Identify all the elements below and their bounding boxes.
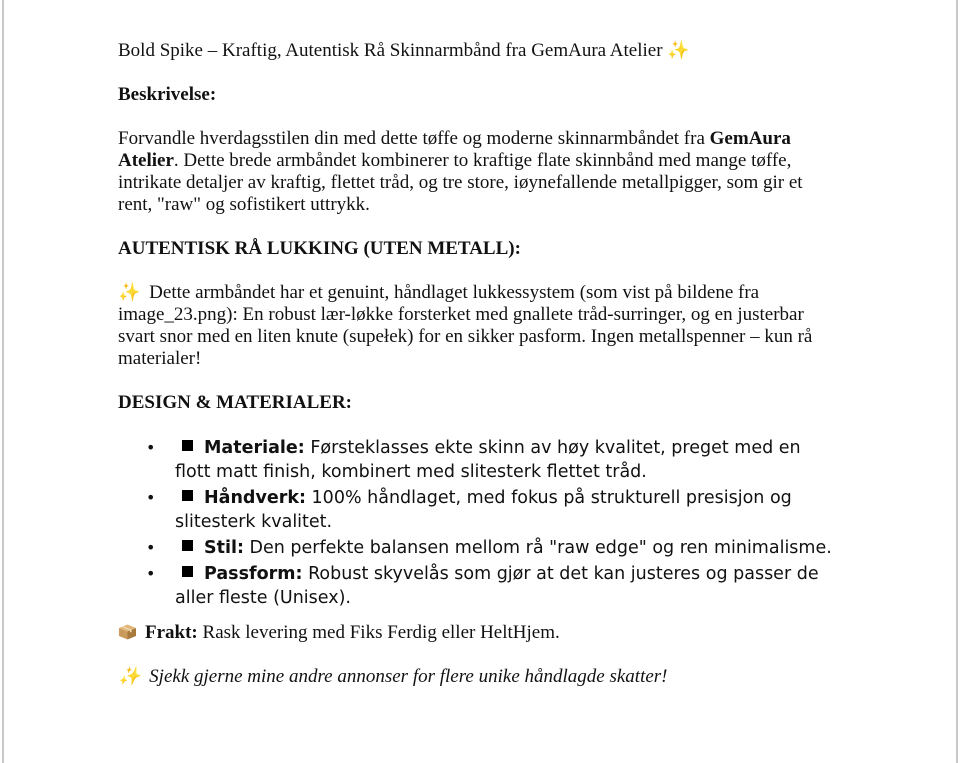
feature-text: Den perfekte balansen mellom rå "raw edge" og ren minimalisme. bbox=[243, 538, 832, 558]
feature-item-handverk bbox=[118, 486, 838, 534]
sparkles-icon: ✨ bbox=[118, 282, 141, 303]
black-square-icon bbox=[182, 440, 193, 451]
description-paragraph bbox=[118, 128, 838, 216]
feature-item-passform bbox=[118, 562, 838, 610]
bullet-icon: • bbox=[146, 488, 156, 507]
shipping-line bbox=[118, 622, 838, 644]
design-heading: DESIGN & MATERIALER: bbox=[118, 392, 353, 413]
feature-text: 100% håndlaget, med fokus på strukturell presisjon og slitesterk kvalitet. bbox=[175, 488, 792, 532]
document-title: Bold Spike – Kraftig, Autentisk Rå Skinnarmbånd fra GemAura Atelier bbox=[118, 40, 663, 61]
feature-item-stil bbox=[118, 536, 838, 560]
features-list bbox=[118, 436, 838, 610]
shipping-label: Frakt: bbox=[145, 622, 198, 643]
page-left-edge bbox=[2, 0, 4, 763]
black-square-icon bbox=[182, 566, 193, 577]
bullet-icon: • bbox=[146, 538, 156, 557]
feature-text: Robust skyvelås som gjør at det kan justeres og passer de aller fleste (Unisex). bbox=[175, 564, 819, 608]
black-square-icon bbox=[182, 540, 193, 551]
description-text-start: Forvandle hverdagsstilen din med dette tøffe og moderne skinnarmbåndet fra bbox=[118, 128, 710, 149]
feature-label: Håndverk: bbox=[204, 488, 306, 508]
black-square-icon bbox=[182, 490, 193, 501]
shipping-text: Rask levering med Fiks Ferdig eller HeltHjem. bbox=[197, 622, 560, 643]
feature-label: Passform: bbox=[204, 564, 303, 584]
feature-label: Materiale: bbox=[204, 438, 305, 458]
sparkles-icon: ✨ bbox=[667, 40, 690, 61]
closure-text: Dette armbåndet har et genuint, håndlaget lukkessystem (som vist på bildene fra image_23.png): En robust lær-løkke forsterket med gnallete tråd-surringer, og en justerbar svart snor med en liten knute (supełek) for en sikker pasform. Ingen metallspenner – kun rå materialer! bbox=[118, 282, 813, 369]
page-right-edge bbox=[956, 0, 958, 763]
closure-heading: AUTENTISK RÅ LUKKING (UTEN METALL): bbox=[118, 238, 521, 259]
package-icon bbox=[118, 624, 137, 640]
closing-text: Sjekk gjerne mine andre annonser for flere unike håndlagde skatter! bbox=[149, 666, 668, 687]
feature-text: Førsteklasses ekte skinn av høy kvalitet, preget med en flott matt finish, kombinert med slitesterk flettet tråd. bbox=[175, 438, 801, 482]
description-heading: Beskrivelse: bbox=[118, 84, 217, 105]
bullet-icon: • bbox=[146, 564, 156, 583]
closure-paragraph bbox=[118, 282, 838, 370]
document-body bbox=[118, 40, 838, 688]
brand-name: GemAura Atelier bbox=[118, 128, 791, 171]
sparkles-icon: ✨ bbox=[118, 666, 141, 687]
feature-item-materiale bbox=[118, 436, 838, 484]
feature-label: Stil: bbox=[204, 538, 244, 558]
bullet-icon: • bbox=[146, 438, 156, 457]
closing-line bbox=[118, 666, 838, 688]
document-title-line bbox=[118, 40, 838, 62]
description-text-end: . Dette brede armbåndet kombinerer to kraftige flate skinnbånd med mange tøffe, intrikate detaljer av kraftig, flettet tråd, og tre store, iøynefallende metallpigger, som gir et rent, "raw" og sofistikert uttrykk. bbox=[118, 150, 803, 215]
